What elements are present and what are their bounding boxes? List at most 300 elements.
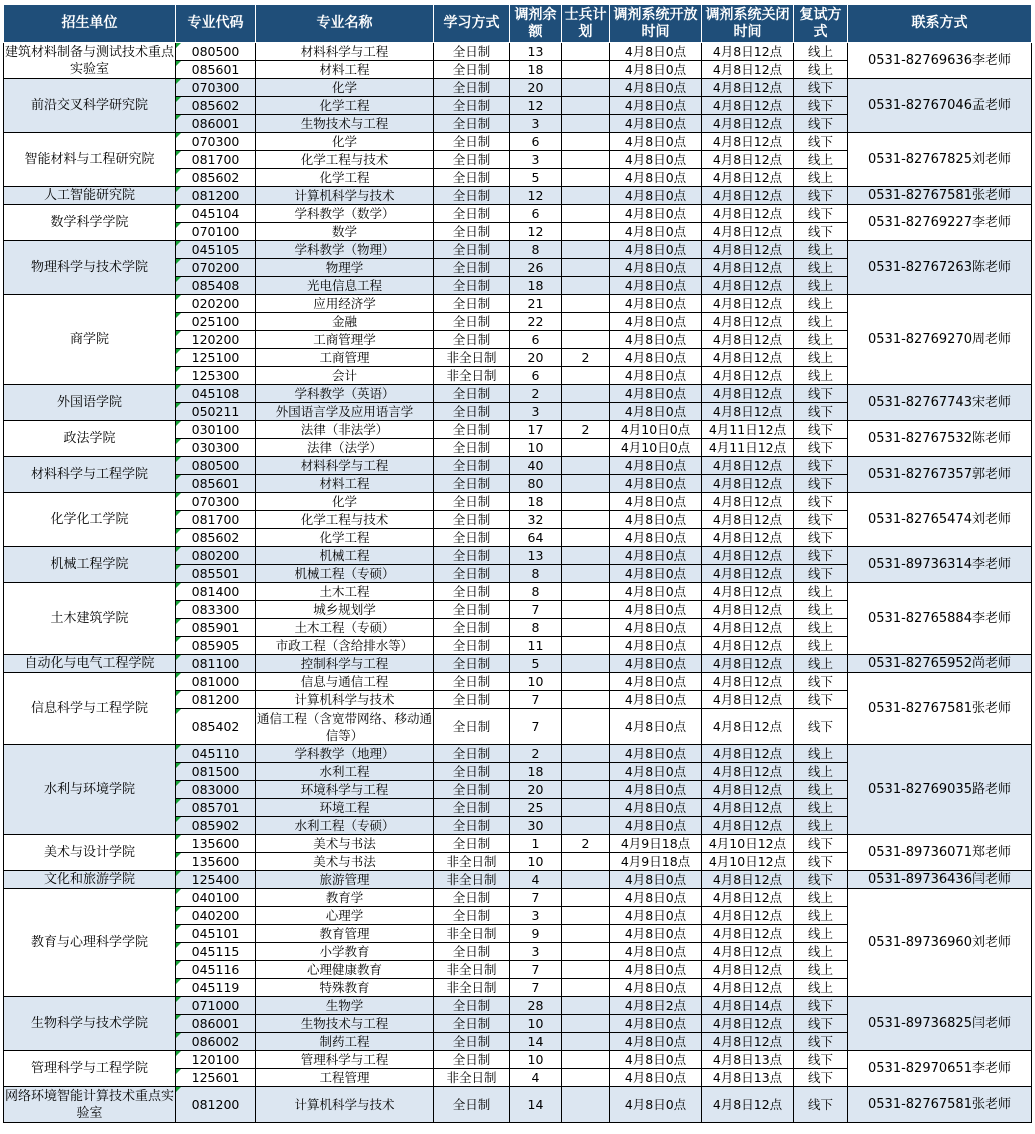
- quota-cell: 12: [510, 187, 562, 205]
- mode-cell: 全日制: [434, 637, 510, 655]
- method-cell: 线下: [794, 709, 848, 745]
- mode-cell: 非全日制: [434, 367, 510, 385]
- soldier-cell: [562, 781, 610, 799]
- soldier-cell: [562, 745, 610, 763]
- quota-cell: 1: [510, 835, 562, 853]
- soldier-cell: [562, 277, 610, 295]
- open-time-cell: 4月8日0点: [610, 565, 702, 583]
- table-row: [4, 673, 1032, 691]
- code-cell: 040100: [176, 889, 256, 907]
- close-time-cell: 4月8日13点: [702, 1069, 794, 1087]
- table-row: [4, 457, 1032, 475]
- close-time-cell: 4月11日12点: [702, 421, 794, 439]
- header-code: 专业代码: [176, 5, 256, 43]
- code-cell: 085408: [176, 277, 256, 295]
- mode-cell: 全日制: [434, 151, 510, 169]
- soldier-cell: [562, 547, 610, 565]
- mode-cell: 非全日制: [434, 961, 510, 979]
- mode-cell: 全日制: [434, 1015, 510, 1033]
- open-time-cell: 4月8日0点: [610, 403, 702, 421]
- major-cell: 计算机科学与技术: [256, 187, 434, 205]
- table-body: [4, 43, 1032, 1123]
- close-time-cell: 4月8日12点: [702, 223, 794, 241]
- mode-cell: 全日制: [434, 943, 510, 961]
- soldier-cell: [562, 1051, 610, 1069]
- open-time-cell: 4月8日0点: [610, 295, 702, 313]
- code-cell: 020200: [176, 295, 256, 313]
- soldier-cell: [562, 151, 610, 169]
- contact-cell: 0531-82765952尚老师: [848, 655, 1032, 673]
- major-cell: 机械工程: [256, 547, 434, 565]
- table-row: [4, 133, 1032, 151]
- unit-name-cell: 机械工程学院: [4, 547, 176, 583]
- quota-cell: 80: [510, 475, 562, 493]
- mode-cell: 全日制: [434, 889, 510, 907]
- quota-cell: 7: [510, 691, 562, 709]
- unit-name-cell: 化学化工学院: [4, 493, 176, 547]
- soldier-cell: [562, 331, 610, 349]
- code-cell: 085601: [176, 475, 256, 493]
- contact-cell: 0531-82970651李老师: [848, 1051, 1032, 1087]
- quota-cell: 13: [510, 43, 562, 61]
- contact-cell: 0531-89736314李老师: [848, 547, 1032, 583]
- mode-cell: 全日制: [434, 475, 510, 493]
- open-time-cell: 4月8日0点: [610, 961, 702, 979]
- mode-cell: 全日制: [434, 259, 510, 277]
- soldier-cell: [562, 115, 610, 133]
- open-time-cell: 4月8日0点: [610, 889, 702, 907]
- table-row: [4, 583, 1032, 601]
- soldier-cell: [562, 565, 610, 583]
- method-cell: 线上: [794, 313, 848, 331]
- close-time-cell: 4月8日12点: [702, 313, 794, 331]
- method-cell: 线上: [794, 61, 848, 79]
- code-cell: 050211: [176, 403, 256, 421]
- mode-cell: 全日制: [434, 1051, 510, 1069]
- soldier-cell: [562, 133, 610, 151]
- quota-cell: 18: [510, 277, 562, 295]
- quota-cell: 8: [510, 619, 562, 637]
- method-cell: 线下: [794, 1051, 848, 1069]
- major-cell: 化学工程与技术: [256, 511, 434, 529]
- major-cell: 水利工程（专硕）: [256, 817, 434, 835]
- major-cell: 学科教学（数学）: [256, 205, 434, 223]
- code-cell: 070300: [176, 493, 256, 511]
- code-cell: 085602: [176, 529, 256, 547]
- code-cell: 081500: [176, 763, 256, 781]
- major-cell: 化学工程: [256, 97, 434, 115]
- unit-name-cell: 物理科学与技术学院: [4, 241, 176, 295]
- contact-cell: 0531-82767532陈老师: [848, 421, 1032, 457]
- soldier-cell: [562, 403, 610, 421]
- code-cell: 085902: [176, 817, 256, 835]
- code-cell: 081200: [176, 1087, 256, 1123]
- major-cell: 光电信息工程: [256, 277, 434, 295]
- mode-cell: 全日制: [434, 169, 510, 187]
- method-cell: 线下: [794, 1069, 848, 1087]
- quota-cell: 10: [510, 1051, 562, 1069]
- close-time-cell: 4月10日12点: [702, 835, 794, 853]
- unit-name-cell: 信息科学与工程学院: [4, 673, 176, 745]
- soldier-cell: [562, 205, 610, 223]
- open-time-cell: 4月8日0点: [610, 385, 702, 403]
- open-time-cell: 4月8日0点: [610, 871, 702, 889]
- code-cell: 080500: [176, 457, 256, 475]
- quota-cell: 7: [510, 979, 562, 997]
- open-time-cell: 4月8日0点: [610, 277, 702, 295]
- contact-cell: 0531-82769035路老师: [848, 745, 1032, 835]
- soldier-cell: [562, 673, 610, 691]
- mode-cell: 全日制: [434, 115, 510, 133]
- mode-cell: 全日制: [434, 691, 510, 709]
- mode-cell: 非全日制: [434, 871, 510, 889]
- close-time-cell: 4月8日12点: [702, 1015, 794, 1033]
- major-cell: 化学: [256, 493, 434, 511]
- method-cell: 线上: [794, 169, 848, 187]
- open-time-cell: 4月8日0点: [610, 259, 702, 277]
- quota-cell: 10: [510, 853, 562, 871]
- major-cell: 城乡规划学: [256, 601, 434, 619]
- code-cell: 081000: [176, 673, 256, 691]
- quota-cell: 7: [510, 889, 562, 907]
- close-time-cell: 4月8日12点: [702, 691, 794, 709]
- mode-cell: 全日制: [434, 403, 510, 421]
- close-time-cell: 4月8日12点: [702, 1087, 794, 1123]
- code-cell: 125100: [176, 349, 256, 367]
- table-row: [4, 493, 1032, 511]
- open-time-cell: 4月8日0点: [610, 529, 702, 547]
- method-cell: 线下: [794, 853, 848, 871]
- close-time-cell: 4月8日12点: [702, 187, 794, 205]
- open-time-cell: 4月8日0点: [610, 799, 702, 817]
- quota-cell: 3: [510, 115, 562, 133]
- mode-cell: 全日制: [434, 61, 510, 79]
- table-row: [4, 295, 1032, 313]
- close-time-cell: 4月8日12点: [702, 385, 794, 403]
- code-cell: 085602: [176, 97, 256, 115]
- major-cell: 法律（法学）: [256, 439, 434, 457]
- open-time-cell: 4月8日0点: [610, 709, 702, 745]
- soldier-cell: [562, 475, 610, 493]
- mode-cell: 全日制: [434, 601, 510, 619]
- soldier-cell: [562, 529, 610, 547]
- open-time-cell: 4月8日0点: [610, 907, 702, 925]
- mode-cell: 全日制: [434, 223, 510, 241]
- method-cell: 线上: [794, 259, 848, 277]
- soldier-cell: [562, 1087, 610, 1123]
- open-time-cell: 4月8日0点: [610, 583, 702, 601]
- mode-cell: 全日制: [434, 331, 510, 349]
- code-cell: 045110: [176, 745, 256, 763]
- method-cell: 线上: [794, 331, 848, 349]
- quota-cell: 2: [510, 745, 562, 763]
- mode-cell: 全日制: [434, 79, 510, 97]
- contact-cell: 0531-82767581张老师: [848, 187, 1032, 205]
- mode-cell: 非全日制: [434, 979, 510, 997]
- major-cell: 环境工程: [256, 799, 434, 817]
- open-time-cell: 4月8日0点: [610, 97, 702, 115]
- soldier-cell: [562, 223, 610, 241]
- contact-cell: 0531-89736825闫老师: [848, 997, 1032, 1051]
- mode-cell: 全日制: [434, 655, 510, 673]
- code-cell: 030100: [176, 421, 256, 439]
- close-time-cell: 4月11日12点: [702, 439, 794, 457]
- soldier-cell: [562, 889, 610, 907]
- table-row: [4, 241, 1032, 259]
- close-time-cell: 4月8日12点: [702, 763, 794, 781]
- method-cell: 线下: [794, 187, 848, 205]
- method-cell: 线上: [794, 745, 848, 763]
- major-cell: 生物技术与工程: [256, 115, 434, 133]
- open-time-cell: 4月8日0点: [610, 745, 702, 763]
- code-cell: 085402: [176, 709, 256, 745]
- open-time-cell: 4月8日0点: [610, 979, 702, 997]
- major-cell: 化学: [256, 133, 434, 151]
- code-cell: 083000: [176, 781, 256, 799]
- close-time-cell: 4月8日13点: [702, 1051, 794, 1069]
- major-cell: 机械工程（专硕）: [256, 565, 434, 583]
- code-cell: 070100: [176, 223, 256, 241]
- header-major: 专业名称: [256, 5, 434, 43]
- method-cell: 线下: [794, 871, 848, 889]
- code-cell: 125601: [176, 1069, 256, 1087]
- open-time-cell: 4月8日0点: [610, 223, 702, 241]
- close-time-cell: 4月8日12点: [702, 133, 794, 151]
- open-time-cell: 4月8日0点: [610, 943, 702, 961]
- major-cell: 计算机科学与技术: [256, 1087, 434, 1123]
- mode-cell: 全日制: [434, 781, 510, 799]
- open-time-cell: 4月10日0点: [610, 439, 702, 457]
- quota-cell: 8: [510, 241, 562, 259]
- soldier-cell: 2: [562, 835, 610, 853]
- quota-cell: 13: [510, 547, 562, 565]
- method-cell: 线上: [794, 799, 848, 817]
- header-quota: 调剂余额: [510, 5, 562, 43]
- open-time-cell: 4月8日0点: [610, 547, 702, 565]
- unit-name-cell: 数学科学学院: [4, 205, 176, 241]
- table-row: [4, 835, 1032, 853]
- major-cell: 化学工程: [256, 529, 434, 547]
- open-time-cell: 4月9日18点: [610, 853, 702, 871]
- mode-cell: 非全日制: [434, 925, 510, 943]
- soldier-cell: [562, 817, 610, 835]
- soldier-cell: [562, 619, 610, 637]
- mode-cell: 非全日制: [434, 349, 510, 367]
- close-time-cell: 4月8日12点: [702, 745, 794, 763]
- table-row: [4, 43, 1032, 61]
- contact-cell: 0531-82765884李老师: [848, 583, 1032, 655]
- code-cell: 040200: [176, 907, 256, 925]
- close-time-cell: 4月8日12点: [702, 295, 794, 313]
- quota-cell: 6: [510, 205, 562, 223]
- major-cell: 教育学: [256, 889, 434, 907]
- code-cell: 086002: [176, 1033, 256, 1051]
- method-cell: 线下: [794, 529, 848, 547]
- code-cell: 081200: [176, 691, 256, 709]
- close-time-cell: 4月8日12点: [702, 97, 794, 115]
- method-cell: 线上: [794, 151, 848, 169]
- close-time-cell: 4月8日12点: [702, 961, 794, 979]
- open-time-cell: 4月8日0点: [610, 241, 702, 259]
- mode-cell: 全日制: [434, 439, 510, 457]
- soldier-cell: [562, 313, 610, 331]
- major-cell: 计算机科学与技术: [256, 691, 434, 709]
- contact-cell: 0531-82767581张老师: [848, 1087, 1032, 1123]
- major-cell: 化学: [256, 79, 434, 97]
- open-time-cell: 4月8日0点: [610, 187, 702, 205]
- open-time-cell: 4月8日0点: [610, 367, 702, 385]
- major-cell: 学科教学（物理）: [256, 241, 434, 259]
- open-time-cell: 4月8日0点: [610, 511, 702, 529]
- unit-name-cell: 生物科学与技术学院: [4, 997, 176, 1051]
- close-time-cell: 4月8日12点: [702, 169, 794, 187]
- code-cell: 070300: [176, 79, 256, 97]
- major-cell: 心理学: [256, 907, 434, 925]
- quota-cell: 6: [510, 331, 562, 349]
- unit-name-cell: 网络环境智能计算技术重点实验室: [4, 1088, 174, 1121]
- soldier-cell: [562, 1033, 610, 1051]
- mode-cell: 全日制: [434, 619, 510, 637]
- open-time-cell: 4月8日0点: [610, 169, 702, 187]
- open-time-cell: 4月8日0点: [610, 1051, 702, 1069]
- mode-cell: 全日制: [434, 313, 510, 331]
- mode-cell: 全日制: [434, 241, 510, 259]
- quota-cell: 4: [510, 871, 562, 889]
- contact-cell: 0531-82767581张老师: [848, 673, 1032, 745]
- soldier-cell: [562, 169, 610, 187]
- quota-cell: 18: [510, 61, 562, 79]
- method-cell: 线上: [794, 907, 848, 925]
- table-row: [4, 1051, 1032, 1069]
- major-cell: 旅游管理: [256, 871, 434, 889]
- close-time-cell: 4月8日12点: [702, 637, 794, 655]
- method-cell: 线下: [794, 475, 848, 493]
- close-time-cell: 4月8日12点: [702, 367, 794, 385]
- mode-cell: 全日制: [434, 907, 510, 925]
- soldier-cell: [562, 799, 610, 817]
- contact-cell: 0531-89736071郑老师: [848, 835, 1032, 871]
- method-cell: 线下: [794, 997, 848, 1015]
- major-cell: 控制科学与工程: [256, 655, 434, 673]
- header-unit: 招生单位: [4, 5, 176, 43]
- quota-cell: 18: [510, 493, 562, 511]
- close-time-cell: 4月8日12点: [702, 115, 794, 133]
- quota-cell: 64: [510, 529, 562, 547]
- close-time-cell: 4月8日12点: [702, 511, 794, 529]
- unit-name-cell: 美术与设计学院: [4, 835, 176, 871]
- soldier-cell: [562, 385, 610, 403]
- mode-cell: 全日制: [434, 835, 510, 853]
- major-cell: 教育管理: [256, 925, 434, 943]
- close-time-cell: 4月8日12点: [702, 709, 794, 745]
- major-cell: 工商管理: [256, 349, 434, 367]
- contact-cell: 0531-82769270周老师: [848, 295, 1032, 385]
- unit-name-cell: 教育与心理科学学院: [4, 889, 176, 997]
- quota-cell: 20: [510, 349, 562, 367]
- method-cell: 线下: [794, 421, 848, 439]
- header-close-time: 调剂系统关闭时间: [702, 5, 794, 43]
- contact-cell: 0531-89736960刘老师: [848, 889, 1032, 997]
- code-cell: 081100: [176, 655, 256, 673]
- quota-cell: 11: [510, 637, 562, 655]
- major-cell: 应用经济学: [256, 295, 434, 313]
- quota-cell: 10: [510, 439, 562, 457]
- mode-cell: 全日制: [434, 565, 510, 583]
- contact-cell: 0531-82767743宋老师: [848, 385, 1032, 421]
- major-cell: 化学工程: [256, 169, 434, 187]
- open-time-cell: 4月8日0点: [610, 493, 702, 511]
- quota-cell: 6: [510, 367, 562, 385]
- method-cell: 线下: [794, 1087, 848, 1123]
- quota-cell: 3: [510, 907, 562, 925]
- code-cell: 081700: [176, 511, 256, 529]
- code-cell: 045115: [176, 943, 256, 961]
- major-cell: 材料工程: [256, 61, 434, 79]
- code-cell: 085601: [176, 61, 256, 79]
- quota-cell: 6: [510, 133, 562, 151]
- code-cell: 083300: [176, 601, 256, 619]
- quota-cell: 21: [510, 295, 562, 313]
- close-time-cell: 4月8日12点: [702, 529, 794, 547]
- open-time-cell: 4月8日0点: [610, 1015, 702, 1033]
- code-cell: 120200: [176, 331, 256, 349]
- mode-cell: 全日制: [434, 1087, 510, 1123]
- code-cell: 085905: [176, 637, 256, 655]
- close-time-cell: 4月8日12点: [702, 1033, 794, 1051]
- table-row: [4, 1087, 1032, 1123]
- code-cell: 085901: [176, 619, 256, 637]
- close-time-cell: 4月8日12点: [702, 817, 794, 835]
- quota-cell: 3: [510, 943, 562, 961]
- close-time-cell: 4月8日12点: [702, 979, 794, 997]
- soldier-cell: 2: [562, 421, 610, 439]
- soldier-cell: [562, 187, 610, 205]
- mode-cell: 全日制: [434, 745, 510, 763]
- mode-cell: 全日制: [434, 133, 510, 151]
- open-time-cell: 4月8日0点: [610, 61, 702, 79]
- code-cell: 070200: [176, 259, 256, 277]
- method-cell: 线上: [794, 817, 848, 835]
- major-cell: 生物学: [256, 997, 434, 1015]
- close-time-cell: 4月8日12点: [702, 655, 794, 673]
- major-cell: 化学工程与技术: [256, 151, 434, 169]
- table-row: [4, 187, 1032, 205]
- soldier-cell: [562, 367, 610, 385]
- major-cell: 材料科学与工程: [256, 43, 434, 61]
- transfer-table: [3, 4, 1032, 1123]
- table-row: [4, 547, 1032, 565]
- soldier-cell: [562, 1015, 610, 1033]
- open-time-cell: 4月8日0点: [610, 817, 702, 835]
- quota-cell: 28: [510, 997, 562, 1015]
- open-time-cell: 4月8日0点: [610, 475, 702, 493]
- method-cell: 线上: [794, 889, 848, 907]
- method-cell: 线下: [794, 673, 848, 691]
- close-time-cell: 4月8日12点: [702, 205, 794, 223]
- mode-cell: 全日制: [434, 493, 510, 511]
- code-cell: 085501: [176, 565, 256, 583]
- contact-cell: 0531-82769227李老师: [848, 205, 1032, 241]
- open-time-cell: 4月8日0点: [610, 619, 702, 637]
- major-cell: 信息与通信工程: [256, 673, 434, 691]
- mode-cell: 全日制: [434, 709, 510, 745]
- quota-cell: 5: [510, 169, 562, 187]
- close-time-cell: 4月8日12点: [702, 349, 794, 367]
- mode-cell: 全日制: [434, 997, 510, 1015]
- mode-cell: 全日制: [434, 799, 510, 817]
- soldier-cell: [562, 457, 610, 475]
- mode-cell: 全日制: [434, 817, 510, 835]
